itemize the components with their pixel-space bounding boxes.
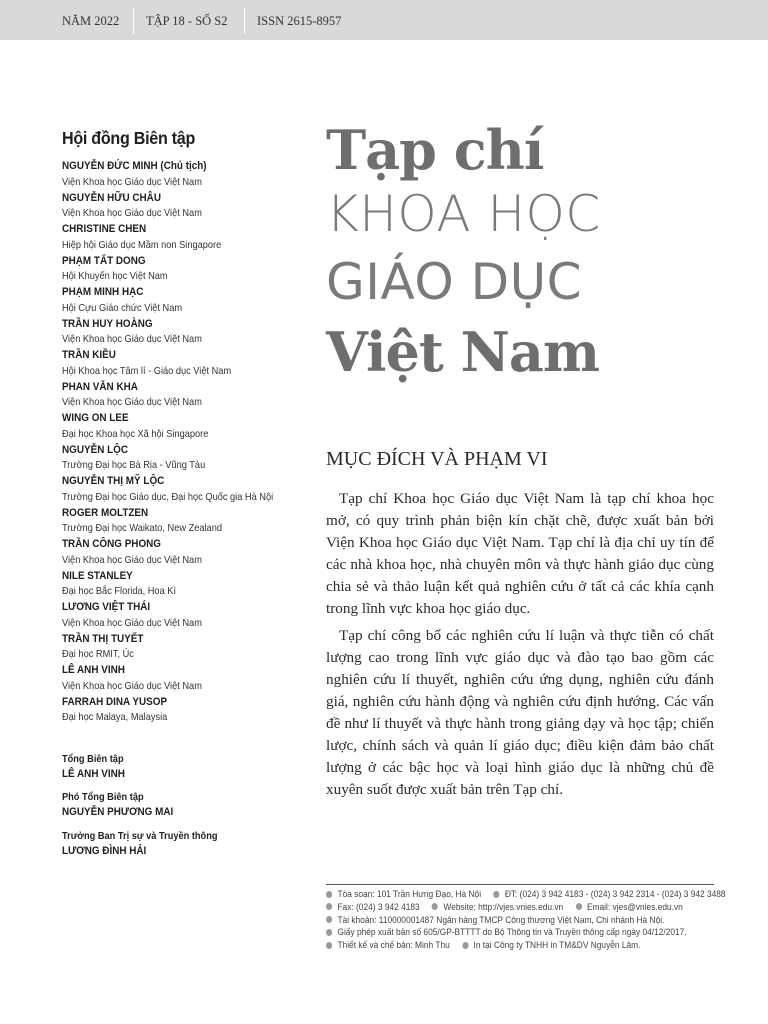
board-member [62, 191, 312, 222]
member-name: PHẠM TẤT DONG [62, 254, 146, 267]
journal-title-line2: KHOA HỌC [326, 185, 601, 243]
exec-name: LƯƠNG ĐÌNH HẢI [62, 845, 147, 857]
exec-role: Trưởng Ban Trị sự và Truyền thông [62, 830, 218, 842]
member-name: NGUYỄN THỊ MỸ LỘC [62, 475, 165, 487]
publishing-license: Giấy phép xuất bản số 605/GP-BTTTT do Bộ Thông tin và Truyền thông cấp ngày 04/12/2017. [337, 927, 687, 939]
issue-volume: TẬP 18 - SỐ S2 [146, 14, 228, 28]
member-name: PHẠM MINH HẠC [62, 286, 144, 298]
member-name: TRẦN THỊ TUYẾT [62, 632, 144, 645]
member-name: LÊ ANH VINH [62, 664, 125, 676]
board-member [62, 159, 312, 190]
board-title: Hội đồng Biên tập [62, 128, 196, 148]
board-member [62, 506, 312, 537]
member-affiliation: Đại học RMIT, Úc [62, 648, 134, 660]
board-member [62, 600, 312, 631]
member-affiliation: Viện Khoa học Giáo dục Việt Nam [62, 396, 202, 408]
member-affiliation: Viện Khoa học Giáo dục Việt Nam [62, 616, 202, 629]
board-member [62, 317, 312, 348]
exec-name: NGUYỄN PHƯƠNG MAI [62, 806, 174, 818]
member-affiliation: Hiệp hội Giáo dục Mầm non Singapore [62, 238, 222, 251]
member-affiliation: Hội Cựu Giáo chức Việt Nam [62, 301, 183, 314]
section-heading: MỤC ĐÍCH VÀ PHẠM VI [326, 448, 548, 470]
member-name: PHAN VĂN KHA [62, 380, 138, 393]
board-member [62, 474, 312, 505]
exec-name: LÊ ANH VINH [62, 768, 125, 780]
website-link[interactable]: Website: http://vjes.vnies.edu.vn [443, 901, 564, 913]
board-member [62, 254, 312, 285]
member-name: ROGER MOLTZEN [62, 506, 149, 519]
bullet-icon [462, 942, 468, 949]
header-bar [0, 0, 768, 40]
member-name: CHRISTINE CHEN [62, 223, 147, 235]
board-member [62, 443, 312, 474]
email-link[interactable]: Email: vjes@vnies.edu.vn [586, 901, 683, 913]
board-member [62, 569, 312, 600]
member-name: FARRAH DINA YUSOP [62, 695, 168, 708]
member-name: NGUYỄN HỮU CHÂU [62, 191, 161, 204]
member-affiliation: Trường Đại học Bà Rịa - Vũng Tàu [62, 459, 206, 471]
journal-title-line3: GIÁO DỤC [326, 253, 583, 311]
member-name: TRẦN CÔNG PHONG [62, 538, 161, 550]
board-member [62, 222, 312, 253]
header-divider [133, 8, 134, 34]
bullet-icon [432, 903, 438, 910]
board-member [62, 632, 312, 663]
footer-line [326, 915, 667, 928]
exec-role: Phó Tổng Biên tập [62, 791, 144, 803]
bullet-icon [326, 891, 332, 898]
member-affiliation: Hội Khuyến học Việt Nam [62, 270, 168, 282]
member-affiliation: Viện Khoa học Giáo dục Việt Nam [62, 207, 202, 219]
bullet-icon [576, 903, 582, 910]
board-member [62, 537, 312, 568]
member-affiliation: Viện Khoa học Giáo dục Việt Nam [62, 553, 202, 566]
bullet-icon [493, 891, 499, 898]
member-name: WING ON LEE [62, 412, 129, 424]
deputy-editor [62, 790, 312, 820]
bullet-icon [326, 903, 332, 910]
member-name: LƯƠNG VIỆT THÁI [62, 601, 151, 613]
member-name: NILE STANLEY [62, 569, 133, 582]
printer-credit: In tại Công ty TNHH in TM&DV Nguyễn Lâm. [473, 940, 641, 952]
issn: ISSN 2615-8957 [257, 14, 342, 28]
board-member [62, 663, 312, 694]
member-affiliation: Hội Khoa học Tâm lí - Giáo dục Việt Nam [62, 364, 232, 377]
editorial-board [62, 128, 312, 726]
design-credit: Thiết kế và chế bản: Minh Thu [337, 940, 450, 952]
footer-line [326, 927, 687, 940]
fax: Fax: (024) 3 942 4183 [337, 901, 420, 913]
journal-title-line1: Tạp chí [326, 118, 544, 182]
board-member [62, 411, 312, 442]
bank-account: Tài khoản: 110000001487 Ngân hàng TMCP Công thương Việt Nam, Chi nhánh Hà Nội. [337, 914, 665, 926]
board-member [62, 348, 312, 379]
footer-line [326, 940, 667, 953]
phone: ĐT: (024) 3 942 4183 - (024) 3 942 2314 - (024) 3 942 3488 [504, 889, 726, 900]
member-affiliation: Đại học Bắc Florida, Hoa Kì [62, 585, 177, 597]
board-member [62, 285, 312, 316]
board-member [62, 695, 312, 726]
member-affiliation: Đại học Khoa học Xã hội Singapore [62, 427, 209, 440]
footer-line [326, 889, 726, 902]
member-name: NGUYỄN ĐỨC MINH (Chủ tịch) [62, 160, 207, 172]
bullet-icon [326, 916, 332, 923]
header-divider [244, 8, 245, 34]
editor-in-chief [62, 752, 312, 782]
head-of-administration [62, 829, 312, 859]
member-name: TRẦN HUY HOÀNG [62, 317, 153, 330]
journal-title-line4: Việt Nam [326, 320, 600, 384]
bullet-icon [326, 942, 332, 949]
scope-paragraph-2: Tạp chí công bố các nghiên cứu lí luận và thực tiễn có chất lượng cao trong lĩnh vực giáo dục và đào tạo bao gồm các nghiên cứu lí thuyết, nghiên cứu ứng dụng, nghiên cứu đánh giá, nghiên cứu hành động và nghiên cứu định hướng. Các vấn đề như lí thuyết và thực hành trong giảng dạy và học tập; chiến lược, chính sách và quản lí giáo dục; điều kiện đảm bảo chất lượng ở các bậc học và loại hình giáo dục là những chủ đề xuyên suốt được xuất bản trên Tạp chí. [326, 627, 714, 798]
member-affiliation: Đại học Malaya, Malaysia [62, 711, 168, 723]
member-affiliation: Viện Khoa học Giáo dục Việt Nam [62, 679, 202, 692]
board-member [62, 380, 312, 411]
scope-paragraph-1: Tạp chí Khoa học Giáo dục Việt Nam là tạp chí khoa học mở, có quy trình phản biện kín chặt chẽ, được xuất bản bởi Viện Khoa học Giáo dục Việt Nam. Tạp chí là địa chỉ uy tín để các nhà khoa học, nhà chuyên môn và thực hành giáo dục cùng chia sẻ và thảo luận kết quả nghiên cứu ở tất cả các khía cạnh trong lĩnh vực khoa học giáo dục. [326, 490, 714, 617]
member-affiliation: Viện Khoa học Giáo dục Việt Nam [62, 333, 202, 345]
member-affiliation: Trường Đại học Giáo dục, Đại học Quốc gia Hà Nội [62, 490, 274, 503]
address: Tòa soạn: 101 Trần Hưng Đạo, Hà Nội [337, 889, 482, 900]
issue-year: NĂM 2022 [62, 14, 120, 28]
member-affiliation: Viện Khoa học Giáo dục Việt Nam [62, 175, 202, 188]
exec-role: Tổng Biên tập [62, 753, 124, 765]
member-name: NGUYỄN LỘC [62, 443, 129, 456]
contact-footer [326, 884, 726, 953]
bullet-icon [326, 929, 332, 936]
member-affiliation: Trường Đại học Waikato, New Zealand [62, 522, 222, 534]
footer-line [326, 901, 683, 915]
member-name: TRẦN KIỀU [62, 349, 116, 361]
